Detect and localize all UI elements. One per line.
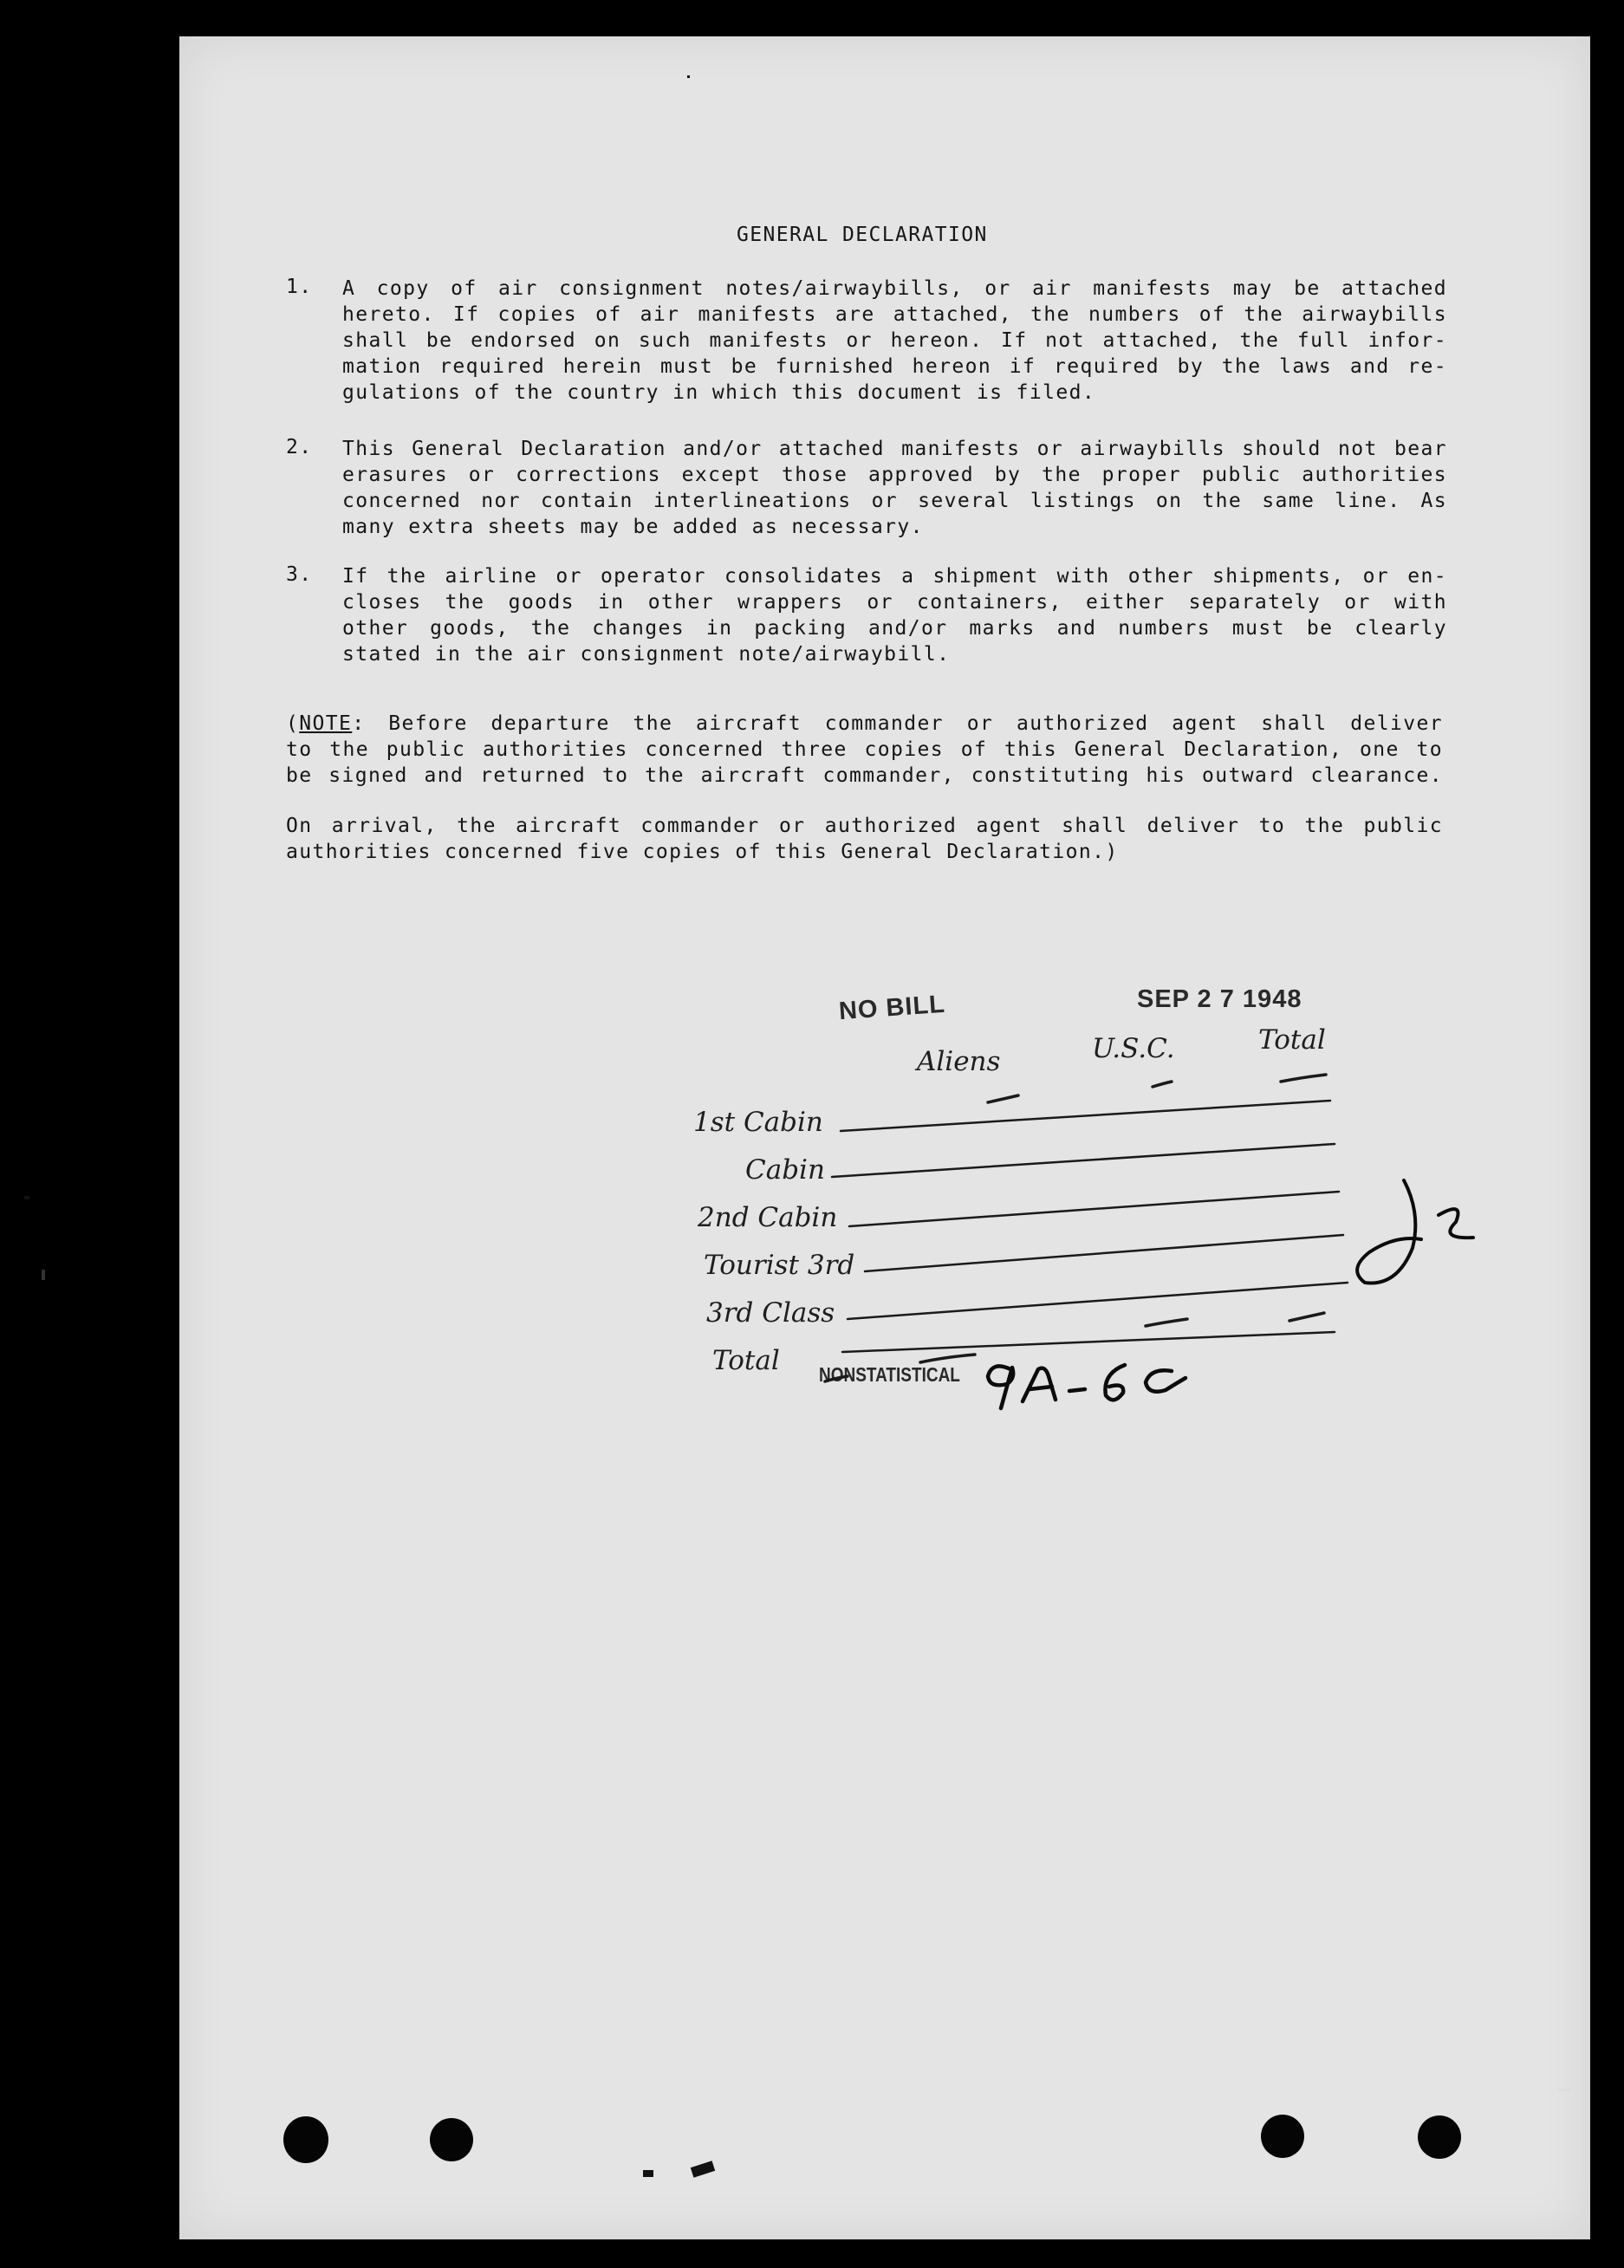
- item-line: This General Declaration and/or attached manifests or airwaybills should not bear: [342, 438, 1447, 460]
- note-line: be signed and returned to the aircraft commander, constituting his outward clearance.: [286, 764, 1443, 787]
- nonstatistical-stamp: NONSTATISTICAL: [819, 1364, 960, 1387]
- item-line: mation required herein must be furnished hereon if required by the laws and re-: [342, 355, 1447, 378]
- item-body: [342, 563, 1447, 667]
- date-stamp: SEP 2 7 1948: [1137, 985, 1302, 1013]
- punch-hole: [1418, 2115, 1461, 2159]
- item-line: gulations of the country in which this document is filed.: [342, 381, 1096, 404]
- row-label-2nd-cabin: 2nd Cabin: [698, 1202, 838, 1233]
- item-line: stated in the air consignment note/airwaybill.: [342, 643, 951, 666]
- item-line: A copy of air consignment notes/airwaybills, or air manifests may be attached: [342, 277, 1447, 300]
- note-paragraph: [286, 711, 1443, 789]
- no-bill-stamp: NO BILL: [837, 990, 946, 1026]
- punch-hole: [430, 2118, 473, 2161]
- row-label-tourist-3rd: Tourist 3rd: [704, 1250, 855, 1281]
- item-number: 1.: [286, 276, 313, 298]
- item-line: If the airline or operator consolidates a shipment with other shipments, or en-: [342, 565, 1447, 588]
- arrival-line: On arrival, the aircraft commander or authorized agent shall deliver to the public: [286, 815, 1443, 837]
- arrival-line: authorities concerned five copies of this General Declaration.): [286, 841, 1119, 863]
- arrival-paragraph: [286, 813, 1443, 865]
- row-label-1st-cabin: 1st Cabin: [693, 1107, 823, 1138]
- item-body: [342, 436, 1447, 540]
- note-line: to the public authorities concerned three copies of this General Declaration, one to: [286, 738, 1443, 761]
- column-header-usc: U.S.C.: [1092, 1033, 1175, 1064]
- item-line: other goods, the changes in packing and/or marks and numbers must be clearly: [342, 617, 1447, 640]
- punch-hole: [1261, 2115, 1304, 2158]
- note-line-first: [286, 711, 1443, 737]
- item-number: 2.: [286, 436, 313, 458]
- item-line: concerned nor contain interlineations or several listings on the same line. As: [342, 490, 1447, 512]
- row-label-3rd-class: 3rd Class: [706, 1297, 835, 1329]
- item-line: erasures or corrections except those approved by the proper public authorities: [342, 464, 1447, 486]
- item-line: many extra sheets may be added as necessary.: [342, 516, 924, 538]
- declaration-item-3: [286, 563, 1447, 667]
- note-text: : Before departure the aircraft commander or authorized agent shall deliver: [352, 712, 1443, 735]
- declaration-item-2: [286, 436, 1447, 540]
- tear-mark: [643, 2170, 653, 2177]
- scan-mark-left: [24, 1196, 29, 1199]
- document-title: GENERAL DECLARATION: [737, 224, 988, 246]
- row-label-cabin: Cabin: [745, 1154, 825, 1186]
- item-line: hereto. If copies of air manifests are attached, the numbers of the airwaybills: [342, 303, 1447, 326]
- note-paren: (: [286, 712, 300, 735]
- note-label: NOTE: [299, 712, 353, 735]
- item-line: closes the goods in other wrappers or containers, either separately or with: [342, 591, 1447, 614]
- scan-mark-left-2: [42, 1270, 45, 1280]
- column-header-aliens: Aliens: [917, 1046, 1001, 1077]
- scan-mark-right: [1558, 2089, 1570, 2091]
- column-header-total: Total: [1258, 1024, 1326, 1056]
- item-number: 3.: [286, 563, 313, 586]
- declaration-item-1: [286, 276, 1447, 406]
- row-label-total: Total: [712, 1345, 780, 1376]
- item-body: [342, 276, 1447, 406]
- punch-hole: [283, 2116, 328, 2163]
- scan-speck: [687, 75, 690, 78]
- item-line: shall be endorsed on such manifests or hereon. If not attached, the full infor-: [342, 329, 1447, 352]
